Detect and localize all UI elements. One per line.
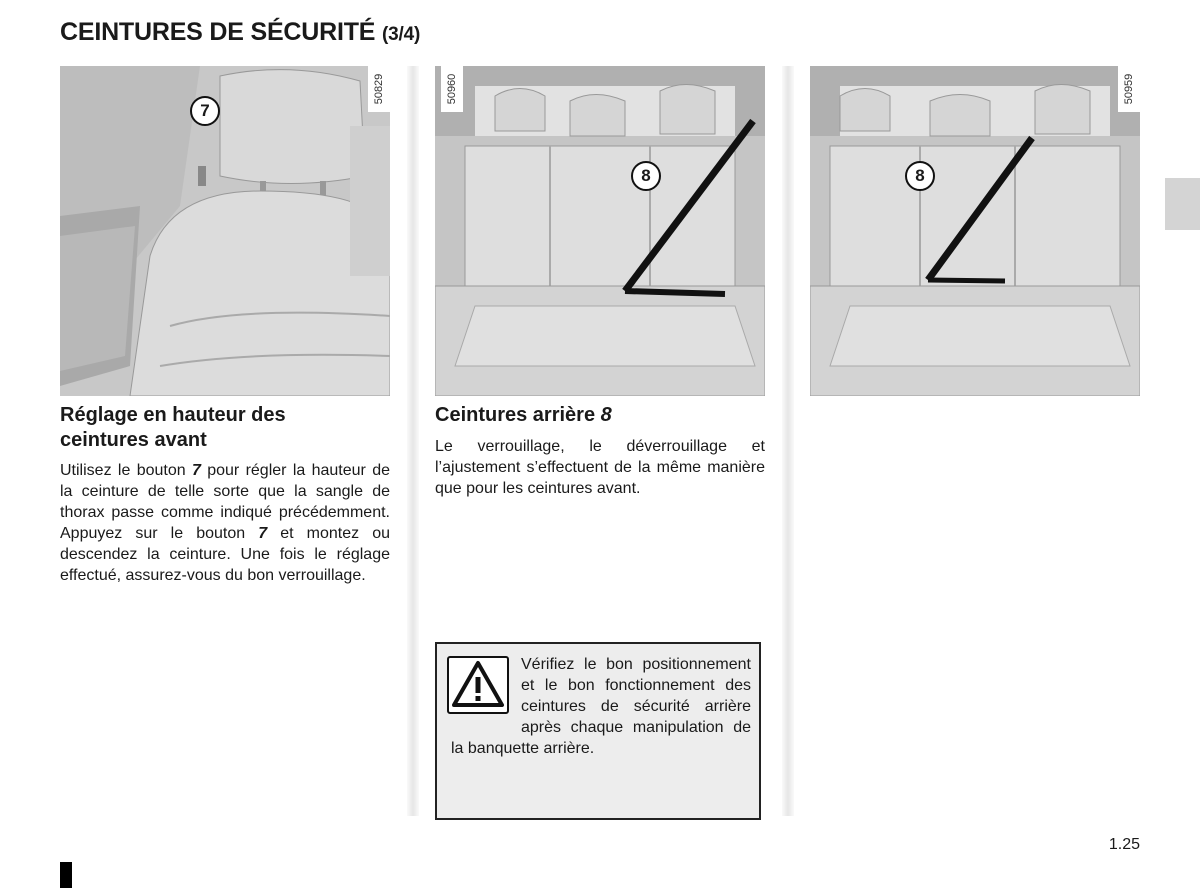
button-ref-7: 7 bbox=[191, 462, 201, 479]
image-ref-code: 50959 bbox=[1118, 66, 1140, 112]
rear-bench-illustration-2 bbox=[810, 66, 1140, 396]
column-divider-1 bbox=[407, 66, 419, 816]
front-belt-height-paragraph: Utilisez le bouton 7 pour régler la hauteur de la ceinture de telle sorte que la sangle de thorax passe comme indiqué précédemment. Appuyez sur le bouton 7 et montez ou descendez la ceinture. Une fois le réglage effectué, assurez-vous du bon verrouillage. bbox=[60, 462, 390, 584]
page-title bbox=[60, 18, 420, 47]
print-edge-mark bbox=[60, 862, 72, 888]
page-title-part: (3/4) bbox=[382, 24, 421, 45]
chapter-tab bbox=[1165, 178, 1200, 230]
image-ref-code: 50960 bbox=[441, 66, 463, 112]
rear-belts-paragraph: Le verrouillage, le déverrouillage et l’ajustement s’effectuent de la même manière que pour les ceintures avant. bbox=[435, 438, 765, 497]
callout-8: 8 bbox=[631, 161, 661, 191]
warning-box bbox=[435, 642, 761, 820]
front-belt-height-heading: Réglage en hauteur des ceintures avant bbox=[60, 404, 286, 451]
page-number: 1.25 bbox=[1108, 836, 1140, 853]
rear-bench-illustration-1 bbox=[435, 66, 765, 396]
button-ref-7: 7 bbox=[258, 525, 268, 542]
rear-belt-ref-8: 8 bbox=[600, 404, 612, 426]
column-divider-2 bbox=[782, 66, 794, 816]
image-ref-code: 50829 bbox=[368, 66, 390, 112]
callout-8: 8 bbox=[905, 161, 935, 191]
rear-belts-heading: Ceintures arrière 8 bbox=[435, 404, 612, 426]
page-title-text: CEINTURES DE SÉCURITÉ bbox=[60, 18, 376, 46]
callout-7: 7 bbox=[190, 96, 220, 126]
warning-text: Vérifiez le bon positionnement et le bon fonctionnement des ceintures de sécurité arrière après chaque manipulation de la banquette arrière. bbox=[451, 656, 751, 757]
front-seat-illustration bbox=[60, 66, 390, 396]
